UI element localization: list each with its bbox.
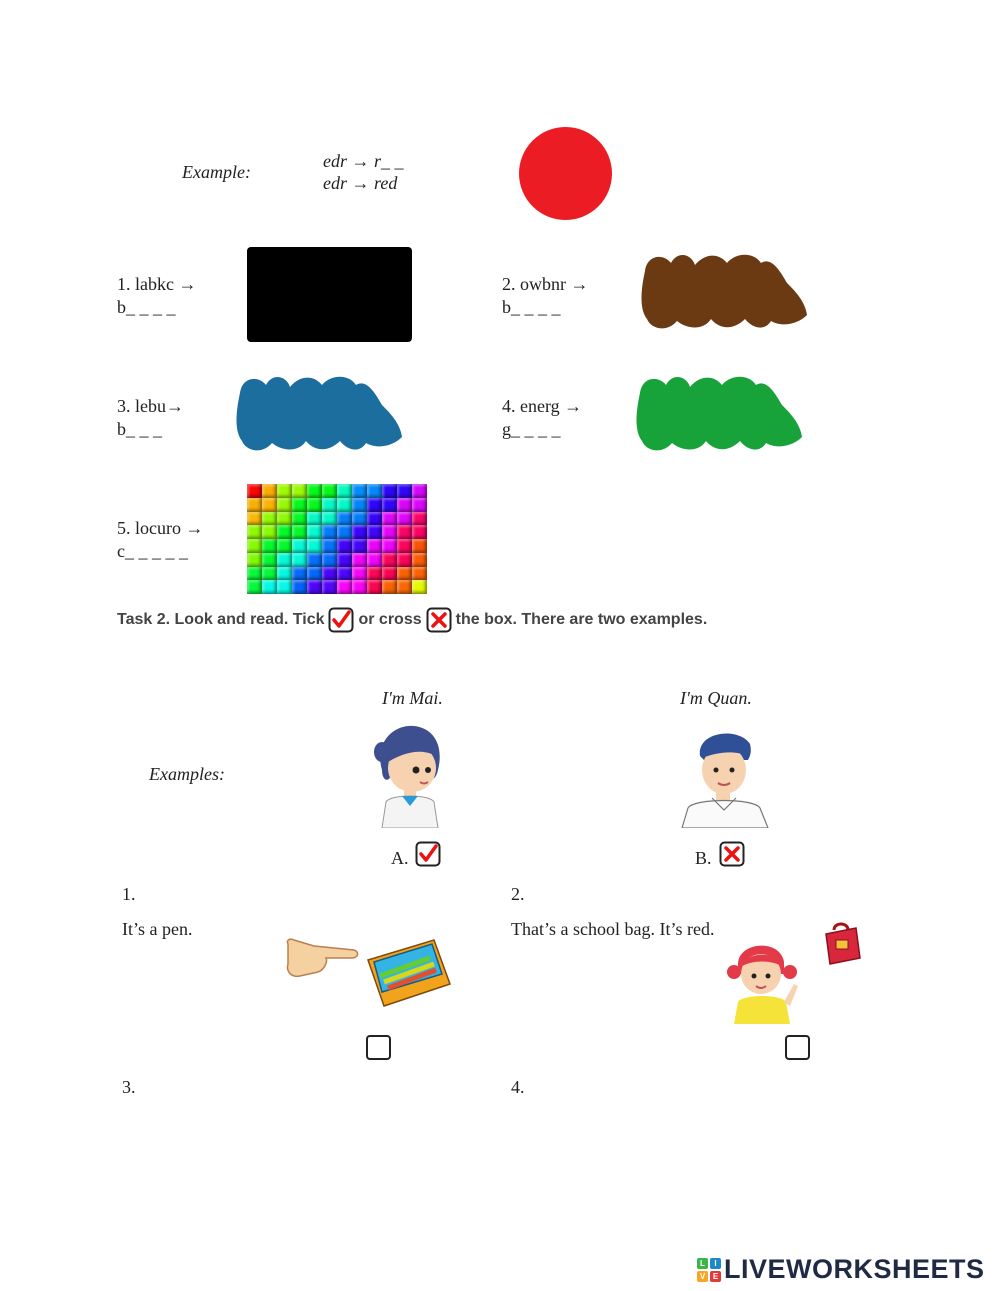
example-b-caption: I'm Quan.	[680, 688, 752, 708]
mosaic-tile	[262, 580, 277, 594]
mosaic-tile	[337, 484, 352, 498]
mosaic-tile	[412, 539, 427, 553]
mosaic-tile	[277, 484, 292, 498]
mosaic-tile	[367, 525, 382, 539]
mosaic-tile	[322, 498, 337, 512]
mosaic-tile	[322, 580, 337, 594]
mosaic-tile	[337, 498, 352, 512]
mosaic-tile	[337, 580, 352, 594]
rainbow-mosaic-image	[247, 484, 427, 594]
mosaic-tile	[292, 512, 307, 526]
mosaic-tile	[277, 539, 292, 553]
question-1-answer-hint: b_ _ _ _	[117, 297, 176, 317]
mosaic-tile	[337, 567, 352, 581]
mosaic-tile	[262, 498, 277, 512]
question-3-answer-hint: b_ _ _	[117, 419, 162, 439]
mosaic-tile	[277, 498, 292, 512]
logo-badge-letter: E	[710, 1271, 721, 1282]
mosaic-tile	[352, 498, 367, 512]
liveworksheets-logo	[697, 1254, 985, 1285]
mosaic-tile	[322, 553, 337, 567]
example-line-2: edr → red	[323, 173, 398, 193]
mosaic-tile	[307, 484, 322, 498]
question-2-answer-checkbox[interactable]	[785, 1035, 810, 1060]
mosaic-tile	[367, 498, 382, 512]
question-3-number: 3.	[122, 1077, 136, 1097]
mosaic-tile	[397, 498, 412, 512]
question-1-scramble: 1. labkc →	[117, 274, 197, 294]
instruction-text-1: Task 2. Look and read. Tick	[117, 611, 325, 628]
instruction-text-3: the box. There are two examples.	[455, 611, 708, 628]
mosaic-tile	[277, 525, 292, 539]
mosaic-tile	[412, 498, 427, 512]
mosaic-tile	[262, 512, 277, 526]
question-1-number: 1.	[122, 884, 136, 904]
mosaic-tile	[292, 498, 307, 512]
blue-paint-swatch	[232, 371, 404, 455]
mosaic-tile	[337, 553, 352, 567]
question-1-answer-checkbox[interactable]	[366, 1035, 391, 1060]
mosaic-tile	[262, 553, 277, 567]
logo-badge-icon	[697, 1258, 721, 1282]
black-swatch	[247, 247, 412, 342]
question-2-text: That’s a school bag. It’s red.	[511, 919, 715, 939]
mosaic-tile	[322, 512, 337, 526]
mosaic-tile	[352, 484, 367, 498]
mosaic-tile	[247, 580, 262, 594]
mosaic-tile	[352, 553, 367, 567]
mosaic-tile	[397, 567, 412, 581]
example-line-1: edr → r_ _	[323, 151, 404, 171]
example-a-tick-box	[415, 841, 441, 867]
red-circle	[519, 127, 612, 220]
mosaic-tile	[262, 539, 277, 553]
mosaic-tile	[397, 539, 412, 553]
mosaic-tile	[397, 553, 412, 567]
mosaic-tile	[397, 525, 412, 539]
boy-quan-illustration	[678, 726, 772, 828]
mosaic-tile	[352, 580, 367, 594]
pointing-hand-pencil-case-illustration	[284, 930, 454, 1008]
mosaic-tile	[337, 525, 352, 539]
mosaic-tile	[307, 553, 322, 567]
mosaic-tile	[322, 567, 337, 581]
mosaic-tile	[412, 512, 427, 526]
mosaic-tile	[262, 525, 277, 539]
mosaic-tile	[322, 484, 337, 498]
mosaic-tile	[382, 580, 397, 594]
example-b-cross-box	[719, 841, 745, 867]
question-5-answer-hint: c_ _ _ _ _	[117, 541, 188, 561]
mosaic-tile	[307, 512, 322, 526]
girl-pointing-illustration	[724, 936, 804, 1024]
question-2-number: 2.	[511, 884, 525, 904]
mosaic-tile	[247, 484, 262, 498]
mosaic-tile	[337, 512, 352, 526]
mosaic-tile	[397, 580, 412, 594]
mosaic-tile	[382, 567, 397, 581]
mosaic-tile	[382, 512, 397, 526]
mosaic-tile	[292, 580, 307, 594]
mosaic-tile	[307, 580, 322, 594]
question-3-scramble: 3. lebu→	[117, 396, 184, 416]
mosaic-tile	[322, 525, 337, 539]
mosaic-tile	[292, 525, 307, 539]
mosaic-tile	[412, 553, 427, 567]
logo-badge-letter: L	[697, 1258, 708, 1269]
mosaic-tile	[352, 539, 367, 553]
mosaic-tile	[337, 539, 352, 553]
mosaic-tile	[277, 580, 292, 594]
mosaic-tile	[262, 484, 277, 498]
mosaic-tile	[247, 512, 262, 526]
example-b-label: B.	[695, 848, 712, 868]
logo-text: LIVEWORKSHEETS	[724, 1254, 985, 1284]
cross-box-icon	[426, 607, 452, 633]
mosaic-tile	[382, 525, 397, 539]
question-4-scramble: 4. energ →	[502, 396, 583, 416]
mosaic-tile	[247, 567, 262, 581]
mosaic-tile	[292, 539, 307, 553]
mosaic-tile	[397, 484, 412, 498]
mosaic-tile	[247, 525, 262, 539]
mosaic-tile	[292, 567, 307, 581]
mosaic-tile	[412, 525, 427, 539]
mosaic-tile	[307, 539, 322, 553]
question-5-scramble: 5. locuro →	[117, 518, 204, 538]
mosaic-tile	[277, 512, 292, 526]
mosaic-tile	[277, 567, 292, 581]
girl-mai-illustration	[368, 722, 448, 828]
logo-badge-letter: V	[697, 1271, 708, 1282]
mosaic-tile	[412, 484, 427, 498]
logo-badge-letter: I	[710, 1258, 721, 1269]
mosaic-tile	[352, 512, 367, 526]
examples-label: Examples:	[149, 764, 225, 784]
question-4-number: 4.	[511, 1077, 525, 1097]
example-a-label: A.	[391, 848, 409, 868]
mosaic-tile	[352, 525, 367, 539]
mosaic-tile	[382, 498, 397, 512]
brown-paint-swatch	[637, 249, 809, 333]
mosaic-tile	[382, 484, 397, 498]
tick-box-icon	[328, 607, 354, 633]
mosaic-tile	[322, 539, 337, 553]
mosaic-tile	[277, 553, 292, 567]
mosaic-tile	[352, 567, 367, 581]
mosaic-tile	[412, 580, 427, 594]
mosaic-tile	[292, 553, 307, 567]
mosaic-tile	[412, 567, 427, 581]
example-a-caption: I'm Mai.	[382, 688, 443, 708]
mosaic-tile	[307, 567, 322, 581]
question-2-scramble: 2. owbnr →	[502, 274, 589, 294]
mosaic-tile	[307, 498, 322, 512]
instruction-text-2: or cross	[358, 611, 422, 628]
mosaic-tile	[367, 553, 382, 567]
mosaic-tile	[382, 539, 397, 553]
mosaic-tile	[367, 567, 382, 581]
question-4-answer-hint: g_ _ _ _	[502, 419, 561, 439]
mosaic-tile	[367, 539, 382, 553]
mosaic-tile	[397, 512, 412, 526]
mosaic-tile	[367, 580, 382, 594]
mosaic-tile	[382, 553, 397, 567]
mosaic-tile	[247, 553, 262, 567]
mosaic-tile	[292, 484, 307, 498]
mosaic-tile	[262, 567, 277, 581]
mosaic-tile	[247, 498, 262, 512]
red-school-bag-icon	[820, 920, 864, 966]
question-2-answer-hint: b_ _ _ _	[502, 297, 561, 317]
mosaic-tile	[367, 484, 382, 498]
example-label: Example:	[182, 162, 251, 182]
green-paint-swatch	[632, 371, 804, 455]
task-2-instruction	[117, 607, 707, 633]
mosaic-tile	[247, 539, 262, 553]
question-1-text: It’s a pen.	[122, 919, 193, 939]
mosaic-tile	[367, 512, 382, 526]
mosaic-tile	[307, 525, 322, 539]
